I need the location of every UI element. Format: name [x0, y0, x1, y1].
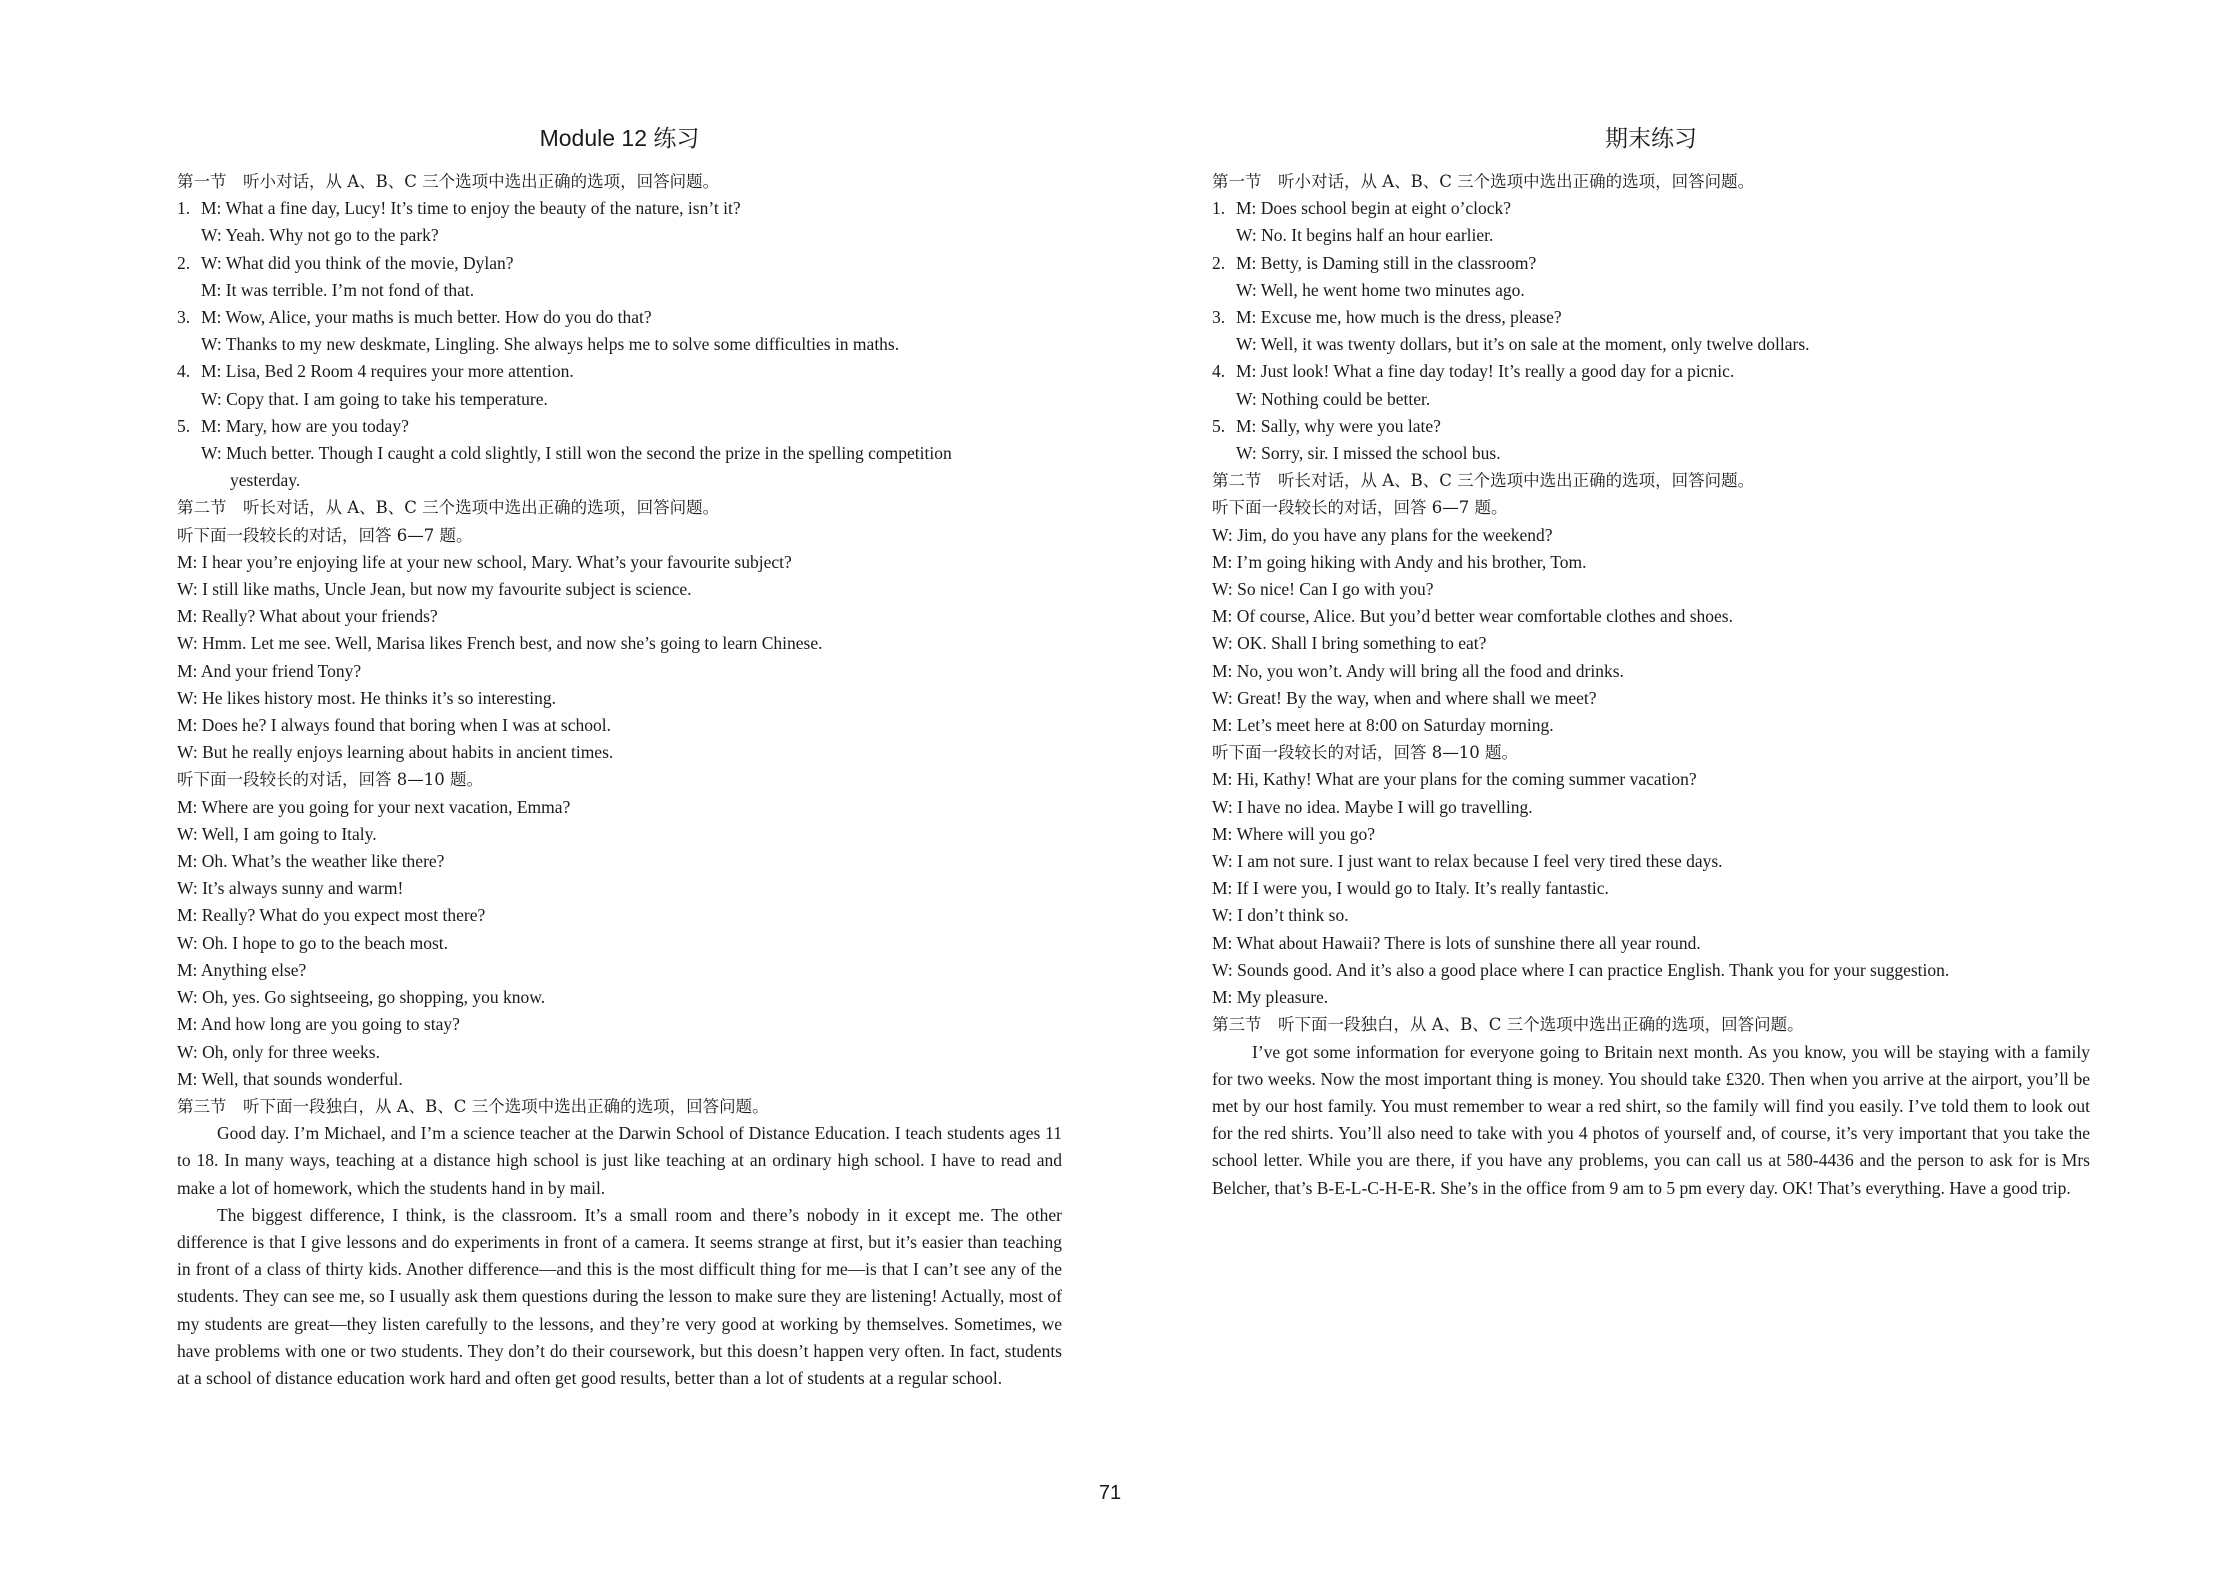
dialogue-line: M: Does school begin at eight o’clock?: [1236, 198, 1512, 219]
dialogue-intro: 听下面一段较长的对话，回答 6—7 题。: [1212, 498, 1508, 518]
dialogue-line: M: Anything else?: [177, 959, 307, 980]
dialogue-line: W: So nice! Can I go with you?: [1212, 579, 1434, 600]
dialogue-line: W: It’s always sunny and warm!: [177, 878, 404, 899]
question-number: 2.: [1212, 252, 1226, 273]
section-heading: 第三节 听下面一段独白，从 A、B、C 三个选项中选出正确的选项，回答问题。: [1212, 1015, 1804, 1035]
dialogue-line: M: I’m going hiking with Andy and his brother, Tom.: [1212, 551, 1587, 572]
dialogue-line: M: Sally, why were you late?: [1236, 415, 1441, 436]
question-number: 4.: [177, 361, 191, 382]
question-item: [1212, 413, 2090, 440]
dialogue-line: M: What a fine day, Lucy! It’s time to enjoy the beauty of the nature, isn’t it?: [201, 198, 741, 219]
question-item: [177, 250, 1062, 277]
page-title: Module 12 练习: [539, 125, 700, 151]
dialogue-line: W: I have no idea. Maybe I will go travelling.: [1212, 796, 1533, 817]
dialogue-line: W: Oh, yes. Go sightseeing, go shopping, you know.: [177, 987, 546, 1008]
question-item: [1212, 250, 2090, 277]
question-item: [1212, 195, 2090, 222]
question-item: [177, 358, 1062, 385]
dialogue-line: W: I am not sure. I just want to relax because I feel very tired these days.: [1212, 851, 1723, 872]
dialogue-line: W: He likes history most. He thinks it’s so interesting.: [177, 687, 556, 708]
dialogue-line: W: Nothing could be better.: [1236, 388, 1431, 409]
dialogue-line: M: Lisa, Bed 2 Room 4 requires your more attention.: [201, 361, 574, 382]
dialogue-intro: 听下面一段较长的对话，回答 8—10 题。: [1212, 743, 1518, 763]
question-number: 2.: [177, 252, 191, 273]
dialogue-line: M: Mary, how are you today?: [201, 415, 409, 436]
question-number: 4.: [1212, 361, 1226, 382]
dialogue-line: M: Let’s meet here at 8:00 on Saturday morning.: [1212, 715, 1554, 736]
dialogue-line: M: Really? What about your friends?: [177, 606, 438, 627]
dialogue-line: M: I hear you’re enjoying life at your new school, Mary. What’s your favourite subject?: [177, 551, 792, 572]
dialogue-line: M: Excuse me, how much is the dress, please?: [1236, 307, 1562, 328]
dialogue-line: M: Wow, Alice, your maths is much better. How do you do that?: [201, 307, 652, 328]
question-number: 5.: [177, 415, 191, 436]
dialogue-line: W: Well, I am going to Italy.: [177, 823, 377, 844]
dialogue-line: M: Hi, Kathy! What are your plans for the coming summer vacation?: [1212, 769, 1697, 790]
dialogue-line: M: Really? What do you expect most there?: [177, 905, 486, 926]
question-item: [177, 195, 1062, 222]
section-heading: 第二节 听长对话，从 A、B、C 三个选项中选出正确的选项，回答问题。: [1212, 471, 1755, 491]
dialogue-line: W: Yeah. Why not go to the park?: [201, 225, 439, 246]
question-number: 3.: [177, 307, 191, 328]
question-item: [1212, 304, 2090, 331]
left-column: [177, 120, 1062, 1392]
dialogue-line: W: Sounds good. And it’s also a good place where I can practice English. Thank you for your suggestion.: [1212, 959, 1950, 980]
dialogue-line: W: Oh. I hope to go to the beach most.: [177, 932, 449, 953]
dialogue-line: W: Well, he went home two minutes ago.: [1236, 279, 1525, 300]
section-heading: 第二节 听长对话，从 A、B、C 三个选项中选出正确的选项，回答问题。: [177, 498, 720, 518]
dialogue-line: W: I don’t think so.: [1212, 905, 1349, 926]
dialogue-line: M: Of course, Alice. But you’d better wear comfortable clothes and shoes.: [1212, 606, 1733, 627]
dialogue-line: W: Sorry, sir. I missed the school bus.: [1236, 443, 1501, 464]
right-column: [1212, 120, 2090, 1202]
question-item: [177, 304, 1062, 331]
dialogue-line: M: It was terrible. I’m not fond of that.: [201, 279, 475, 300]
dialogue-line: M: Well, that sounds wonderful.: [177, 1068, 403, 1089]
section-heading: 第一节 听小对话，从 A、B、C 三个选项中选出正确的选项，回答问题。: [177, 172, 720, 191]
question-item: [1212, 358, 2090, 385]
monologue-paragraph: Good day. I’m Michael, and I’m a science teacher at the Darwin School of Distance Education. I teach students ages 11 to 18. In many ways, teaching at a distance high school is just like teaching at an ordinary high school. I have to read and make a lot of homework, which the students hand in by mail.: [177, 1123, 1062, 1198]
dialogue-line: M: Where will you go?: [1212, 823, 1375, 844]
dialogue-line: M: And how long are you going to stay?: [177, 1014, 460, 1035]
dialogue-line: M: Does he? I always found that boring when I was at school.: [177, 715, 611, 736]
monologue-paragraph: The biggest difference, I think, is the classroom. It’s a small room and there’s nobody in it except me. The other difference is that I give lessons and do experiments in front of a camera. It seems strange at first, but it’s easier than teaching in front of a class of thirty kids. Another difference—and this is the most difficult thing for me—is that I can’t see any of the students. They can see me, so I usually ask them questions during the lesson to make sure they are listening! Actually, most of my students are great—they listen carefully to the lessons, and they’re very good at working by themselves. Sometimes, we have problems with one or two students. They don’t do their coursework, but this doesn’t happen very often. In fact, students at a school of distance education work hard and often get good results, better than a lot of students at a regular school.: [177, 1204, 1062, 1388]
dialogue-line: M: Where are you going for your next vacation, Emma?: [177, 796, 571, 817]
dialogue-line: M: And your friend Tony?: [177, 660, 362, 681]
dialogue-intro: 听下面一段较长的对话，回答 8—10 题。: [177, 770, 483, 790]
dialogue-line: W: Jim, do you have any plans for the weekend?: [1212, 524, 1553, 545]
dialogue-line: M: Just look! What a fine day today! It’s really a good day for a picnic.: [1236, 361, 1735, 382]
dialogue-line: W: Great! By the way, when and where shall we meet?: [1212, 687, 1597, 708]
section-heading: 第一节 听小对话，从 A、B、C 三个选项中选出正确的选项，回答问题。: [1212, 172, 1755, 191]
dialogue-line: W: Oh, only for three weeks.: [177, 1041, 380, 1062]
page-title: 期末练习: [1605, 125, 1697, 151]
dialogue-line: W: What did you think of the movie, Dylan?: [201, 252, 514, 273]
dialogue-line: W: But he really enjoys learning about habits in ancient times.: [177, 742, 614, 763]
dialogue-line: W: No. It begins half an hour earlier.: [1236, 225, 1494, 246]
question-item: [177, 413, 1062, 440]
dialogue-line: W: Copy that. I am going to take his temperature.: [201, 388, 548, 409]
question-number: 3.: [1212, 307, 1226, 328]
page-number: 71: [1098, 1482, 1122, 1504]
dialogue-line: M: If I were you, I would go to Italy. It’s really fantastic.: [1212, 878, 1609, 899]
dialogue-line: M: Oh. What’s the weather like there?: [177, 851, 445, 872]
question-number: 1.: [1212, 198, 1226, 219]
monologue-paragraph: I’ve got some information for everyone going to Britain next month. As you know, you will be staying with a family for two weeks. Now the most important thing is money. You should take £320. Then when you arrive at the airport, you’ll be met by our host family. You must remember to wear a red shirt, so the family will find you easily. I’ve told them to look out for the red shirts. You’ll also need to take with you 4 photos of yourself and, of course, it’s very important that you take the school letter. While you are there, if you have any problems, you can call us at 580-4436 and the person to ask for is Mrs Belcher, that’s B-E-L-C-H-E-R. She’s in the office from 9 am to 5 pm every day. OK! That’s everything. Have a good trip.: [1212, 1041, 2090, 1198]
dialogue-line: M: My pleasure.: [1212, 987, 1329, 1008]
dialogue-line: W: Thanks to my new deskmate, Lingling. She always helps me to solve some difficulties in maths.: [201, 334, 900, 355]
question-number: 1.: [177, 198, 191, 219]
dialogue-line: W: Hmm. Let me see. Well, Marisa likes French best, and now she’s going to learn Chinese.: [177, 633, 823, 654]
dialogue-intro: 听下面一段较长的对话，回答 6—7 题。: [177, 525, 473, 545]
dialogue-line: M: No, you won’t. Andy will bring all the food and drinks.: [1212, 660, 1624, 681]
question-number: 5.: [1212, 415, 1226, 436]
dialogue-line: W: Well, it was twenty dollars, but it’s on sale at the moment, only twelve dollars.: [1236, 334, 1810, 355]
dialogue-line: M: Betty, is Daming still in the classroom?: [1236, 252, 1537, 273]
dialogue-line: yesterday.: [230, 470, 301, 491]
section-heading: 第三节 听下面一段独白，从 A、B、C 三个选项中选出正确的选项，回答问题。: [177, 1096, 769, 1116]
dialogue-line: W: Much better. Though I caught a cold slightly, I still won the second the prize in the spelling competition: [201, 443, 952, 464]
dialogue-line: W: I still like maths, Uncle Jean, but now my favourite subject is science.: [177, 579, 692, 600]
dialogue-line: W: OK. Shall I bring something to eat?: [1212, 633, 1487, 654]
dialogue-line: M: What about Hawaii? There is lots of sunshine there all year round.: [1212, 932, 1701, 953]
